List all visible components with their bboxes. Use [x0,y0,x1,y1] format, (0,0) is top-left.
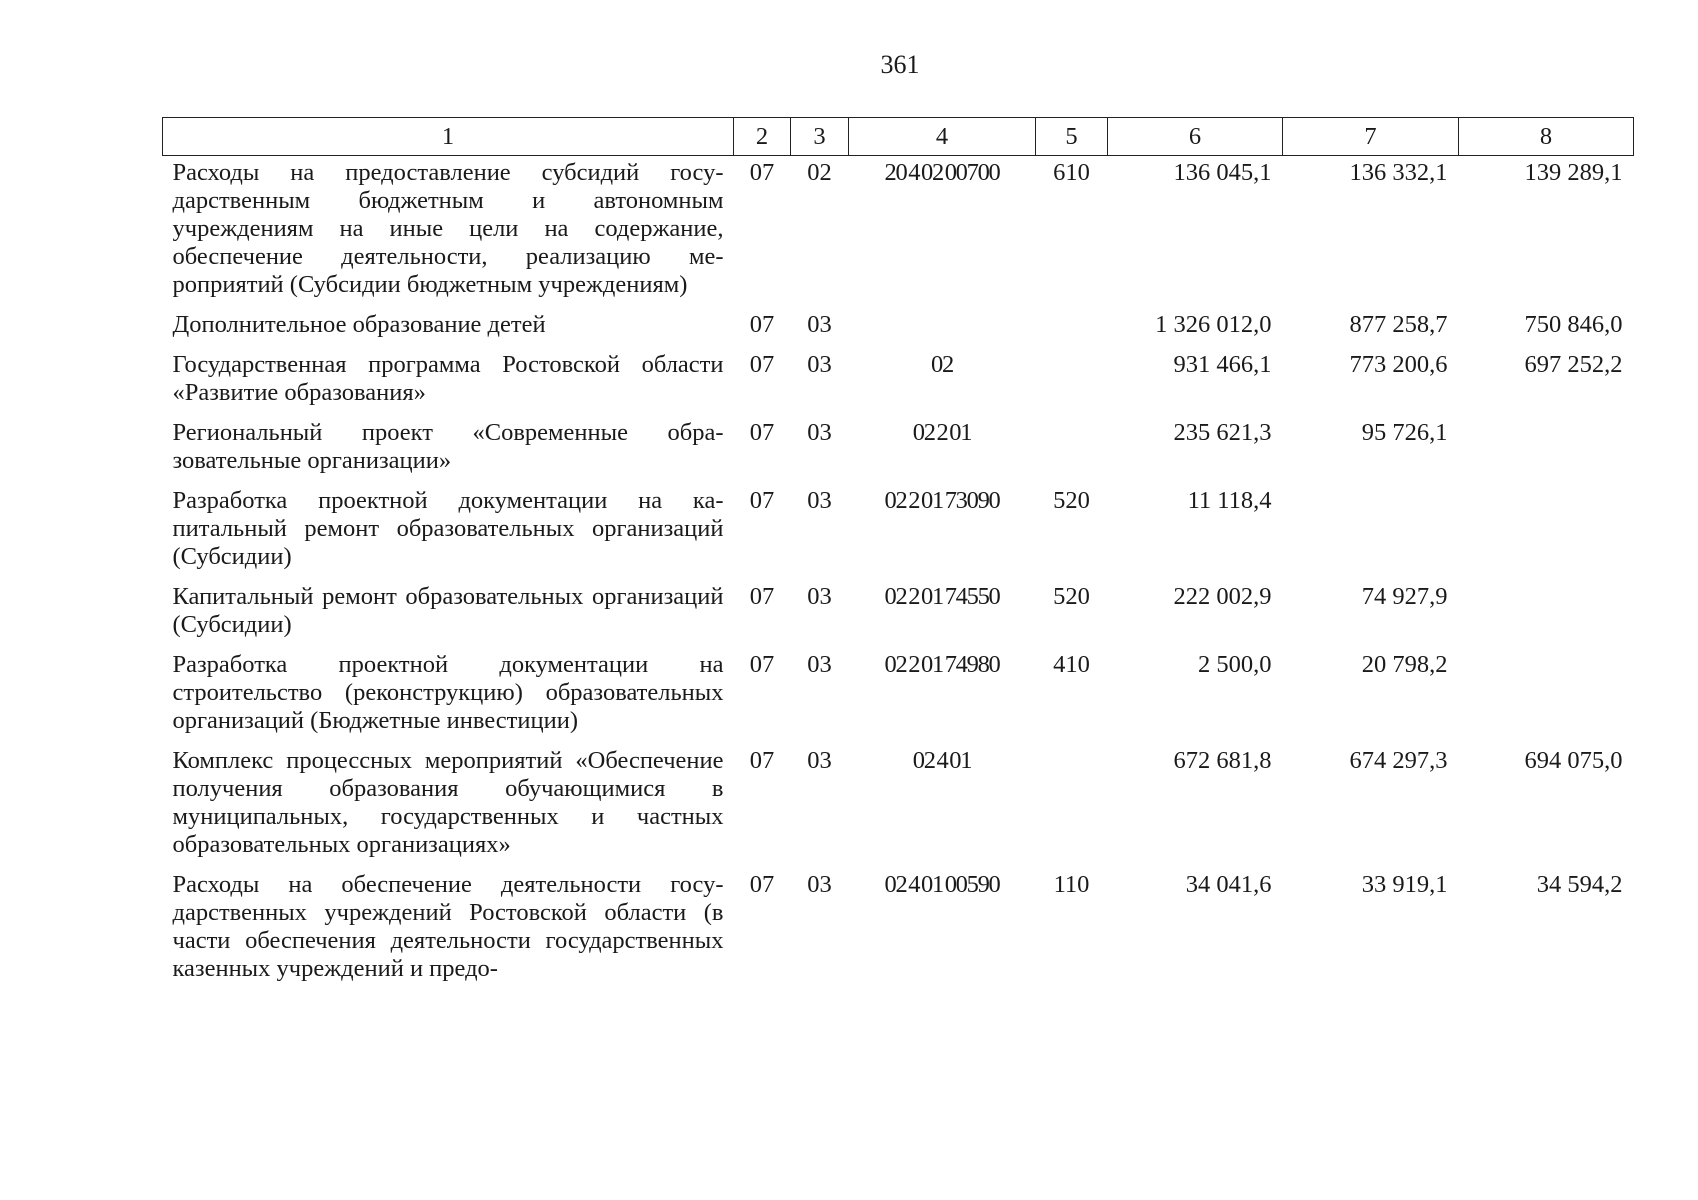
row-section: 07 [749,747,775,774]
row-target-code: 02 4 01 [912,747,972,774]
table-row [163,868,1634,992]
row-expense-type [1036,348,1108,416]
table-row [163,308,1634,348]
table-row [163,484,1634,580]
header-col-4: 4 [849,118,1036,156]
row-subsection: 03 [807,487,832,514]
row-name: Капитальный ремонт образовательных организаций (Субсидии) [172,583,724,638]
row-amount-col8 [1459,484,1634,580]
row-amount-col6: 136 045,1 [1173,159,1272,186]
table-row [163,648,1634,744]
header-col-8: 8 [1459,118,1634,156]
row-amount-col7: 674 297,3 [1349,747,1448,774]
row-amount-col6: 235 621,3 [1173,419,1272,446]
row-amount-col6: 11 118,4 [1187,487,1272,514]
row-expense-type [1036,308,1108,348]
row-amount-col8: 750 846,0 [1524,311,1623,338]
row-amount-col8: 34 594,2 [1536,871,1623,898]
row-name: Комплекс процессных мероприятий «Обеспечение получения образования обучающимися в муниципальных, государственных и частных образовательных организациях» [172,747,724,858]
row-subsection: 03 [807,351,832,378]
row-subsection: 03 [807,311,832,338]
row-amount-col6: 34 041,6 [1185,871,1272,898]
row-target-code: 02 2 01 74980 [884,651,1000,678]
budget-table [162,117,1634,992]
page-number: 361 [880,50,920,79]
table-row [163,156,1634,309]
row-amount-col7: 773 200,6 [1349,351,1448,378]
row-subsection: 03 [807,419,832,446]
row-amount-col7: 95 726,1 [1361,419,1448,446]
header-col-1: 1 [163,118,734,156]
row-amount-col6: 222 002,9 [1173,583,1272,610]
row-name: Разработка проектной документации на строительство (реконструкцию) образовательных организаций (Бюджетные инвестиции) [172,651,724,734]
row-target-code: 02 2 01 [912,419,972,446]
row-name: Дополнительное образование детей [172,311,546,338]
row-target-code: 20 4 02 00700 [884,159,1000,186]
row-expense-type [1036,744,1108,868]
row-amount-col6: 1 326 012,0 [1155,311,1272,338]
row-section: 07 [749,871,775,898]
row-amount-col7: 136 332,1 [1349,159,1448,186]
row-expense-type [1036,416,1108,484]
row-subsection: 03 [807,747,832,774]
row-section: 07 [749,311,775,338]
row-target-code: 02 4 01 00590 [884,871,1000,898]
row-amount-col7: 20 798,2 [1361,651,1448,678]
row-expense-type: 520 [1053,583,1090,610]
row-name: Расходы на обеспечение деятельности государственных учреждений Ростовской области (в части обеспечения деятельности государственных казенных учреждений и предо- [172,871,724,982]
row-section: 07 [749,651,775,678]
row-name: Разработка проектной документации на капитальный ремонт образовательных организаций (Субсидии) [172,487,724,570]
row-target-code [849,308,1036,348]
row-expense-type: 520 [1053,487,1090,514]
row-section: 07 [749,583,775,610]
row-expense-type: 610 [1053,159,1090,186]
row-section: 07 [749,159,775,186]
table-row [163,416,1634,484]
row-amount-col8 [1459,580,1634,648]
row-target-code: 02 2 01 73090 [884,487,1000,514]
row-name: Региональный проект «Современные образовательные организации» [172,419,724,474]
table-row [163,580,1634,648]
row-amount-col8 [1459,416,1634,484]
table-body [163,156,1634,993]
row-amount-col8: 694 075,0 [1524,747,1623,774]
row-amount-col6: 931 466,1 [1173,351,1272,378]
row-amount-col7: 33 919,1 [1361,871,1448,898]
header-row [163,118,1634,156]
row-section: 07 [749,351,775,378]
table-header [163,118,1634,156]
row-amount-col8: 697 252,2 [1524,351,1623,378]
row-section: 07 [749,419,775,446]
row-amount-col7: 877 258,7 [1349,311,1448,338]
header-col-2: 2 [734,118,791,156]
header-col-7: 7 [1283,118,1459,156]
row-amount-col6: 672 681,8 [1173,747,1272,774]
row-subsection: 03 [807,583,832,610]
row-amount-col7 [1283,484,1459,580]
row-target-code: 02 2 01 74550 [884,583,1000,610]
row-name: Государственная программа Ростовской области «Развитие образования» [172,351,724,406]
header-col-5: 5 [1036,118,1108,156]
row-amount-col6: 2 500,0 [1198,651,1272,678]
row-expense-type: 110 [1053,871,1090,898]
row-expense-type: 410 [1053,651,1090,678]
row-amount-col7: 74 927,9 [1361,583,1448,610]
row-target-code: 02 [931,351,953,378]
table-row [163,348,1634,416]
header-col-3: 3 [791,118,849,156]
row-amount-col8: 139 289,1 [1524,159,1623,186]
table-row [163,744,1634,868]
row-name: Расходы на предоставление субсидий государственным бюджетным и автономным учреждениям на иные цели на содержание, обеспечение деятельности, реализацию мероприятий (Субсидии бюджетным учреждениям) [172,159,724,298]
row-subsection: 02 [807,159,832,186]
row-subsection: 03 [807,871,832,898]
row-subsection: 03 [807,651,832,678]
row-amount-col8 [1459,648,1634,744]
header-col-6: 6 [1108,118,1283,156]
row-section: 07 [749,487,775,514]
